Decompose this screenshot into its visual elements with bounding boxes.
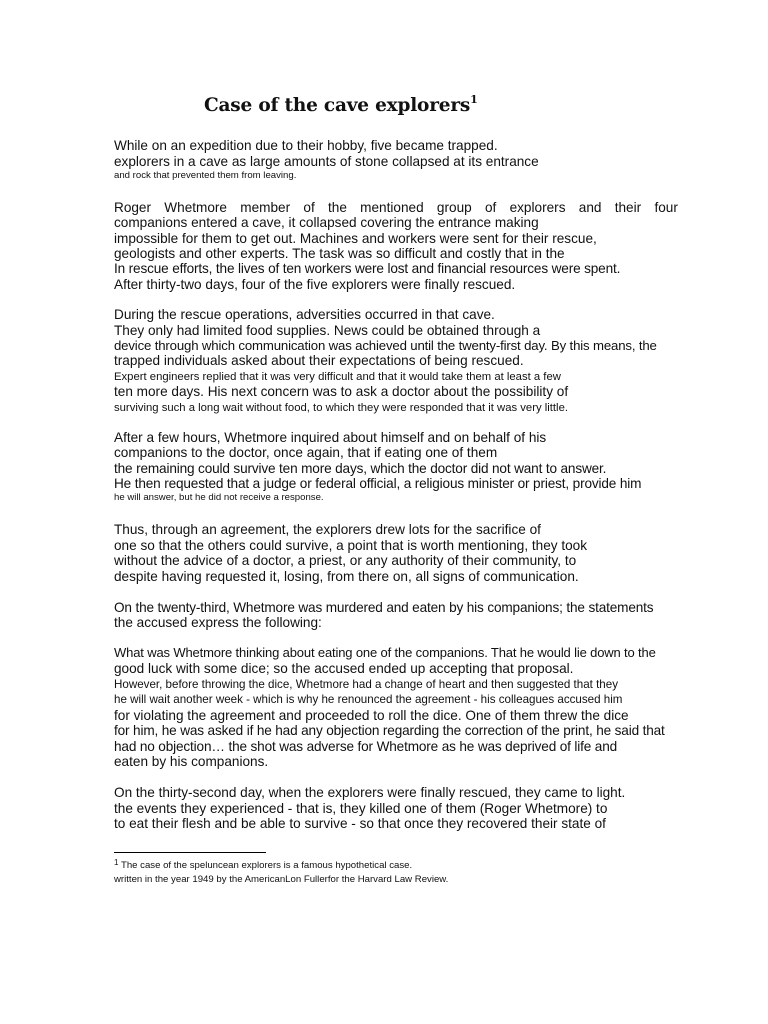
footnote-line: written in the year 1949 by the AmericanLon Fullerfor the Harvard Law Review. — [114, 874, 449, 885]
text-line: and rock that prevented them from leaving. — [114, 170, 297, 181]
word: Roger — [114, 200, 152, 215]
text-line: However, before throwing the dice, Whetmore had a change of heart and then suggested that they — [114, 678, 619, 691]
word: member — [240, 200, 291, 215]
text-line: for violating the agreement and proceeded to roll the dice. One of them threw the dice — [114, 708, 629, 723]
word: their — [614, 200, 642, 215]
word: group — [436, 200, 472, 215]
text-line: Expert engineers replied that it was very difficult and that it would take them at least a few — [114, 371, 561, 383]
text-line: While on an expedition due to their hobby, five became trapped. — [114, 138, 498, 153]
word: the — [328, 200, 347, 215]
text-line: one so that the others could survive, a point that is worth mentioning, they took — [114, 538, 588, 553]
text-line — [114, 200, 678, 216]
text-line: On the thirty-second day, when the explorers were finally rescued, they came to light. — [114, 785, 626, 800]
text-line: the accused express the following: — [114, 615, 322, 630]
word: of — [484, 200, 497, 215]
title-footnote-mark: 1 — [470, 93, 478, 106]
text-line: the events they experienced - that is, they killed one of them (Roger Whetmore) to — [114, 801, 608, 816]
footnote-separator — [114, 852, 266, 853]
text-line: to eat their flesh and be able to survive - so that once they recovered their state of — [114, 816, 606, 831]
text-line: companions entered a cave, it collapsed covering the entrance making — [114, 215, 539, 230]
text-line: without the advice of a doctor, a priest, or any authority of their community, to — [114, 553, 577, 568]
title-text: Case of the cave explorers — [204, 95, 471, 116]
text-line: device through which communication was achieved until the twenty-first day. By this means, the — [114, 338, 657, 353]
footnote-text: The case of the speluncean explorers is a famous hypothetical case. — [120, 860, 413, 871]
word: explorers — [509, 200, 566, 215]
text-line: After thirty-two days, four of the five explorers were finally rescued. — [114, 277, 516, 292]
text-line: had no objection… the shot was adverse for Whetmore as he was deprived of life and — [114, 739, 618, 754]
word: mentioned — [360, 200, 424, 215]
text-line: He then requested that a judge or federal official, a religious minister or priest, provide him — [114, 476, 642, 491]
text-line: They only had limited food supplies. News could be obtained through a — [114, 323, 541, 338]
text-line: eaten by his companions. — [114, 754, 269, 769]
word: four — [654, 200, 678, 215]
text-line: surviving such a long wait without food, to which they were responded that it was very little. — [114, 402, 568, 414]
text-line: impossible for them to get out. Machines and workers were sent for their rescue, — [114, 231, 597, 246]
text-line: geologists and other experts. The task was so difficult and costly that in the — [114, 246, 565, 261]
text-line: trapped individuals asked about their expectations of being rescued. — [114, 353, 524, 368]
text-line: In rescue efforts, the lives of ten workers were lost and financial resources were spent. — [114, 261, 621, 276]
text-line: the remaining could survive ten more days, which the doctor did not want to answer. — [114, 461, 607, 476]
word: and — [578, 200, 602, 215]
word: Whetmore — [164, 200, 227, 215]
text-line: What was Whetmore thinking about eating one of the companions. That he would lie down to the — [114, 645, 656, 660]
text-line: Thus, through an agreement, the explorers drew lots for the sacrifice of — [114, 522, 541, 537]
text-line: After a few hours, Whetmore inquired about himself and on behalf of his — [114, 430, 547, 445]
document-title — [204, 94, 478, 118]
text-line: ten more days. His next concern was to ask a doctor about the possibility of — [114, 384, 569, 399]
text-line: for him, he was asked if he had any objection regarding the correction of the print, he said that — [114, 723, 665, 738]
word: of — [303, 200, 315, 215]
text-line: explorers in a cave as large amounts of stone collapsed at its entrance — [114, 154, 539, 169]
text-line: companions to the doctor, once again, that if eating one of them — [114, 445, 498, 460]
text-line: During the rescue operations, adversities occurred in that cave. — [114, 307, 495, 322]
text-line: On the twenty-third, Whetmore was murdered and eaten by his companions; the statements — [114, 600, 654, 615]
text-line: he will wait another week - which is why he renounced the agreement - his colleagues accused him — [114, 693, 623, 706]
text-line: good luck with some dice; so the accused ended up accepting that proposal. — [114, 661, 574, 676]
footnote-line — [114, 860, 412, 872]
footnote-mark: 1 — [114, 858, 119, 867]
text-line: despite having requested it, losing, from there on, all signs of communication. — [114, 569, 579, 584]
text-line: he will answer, but he did not receive a response. — [114, 492, 324, 503]
